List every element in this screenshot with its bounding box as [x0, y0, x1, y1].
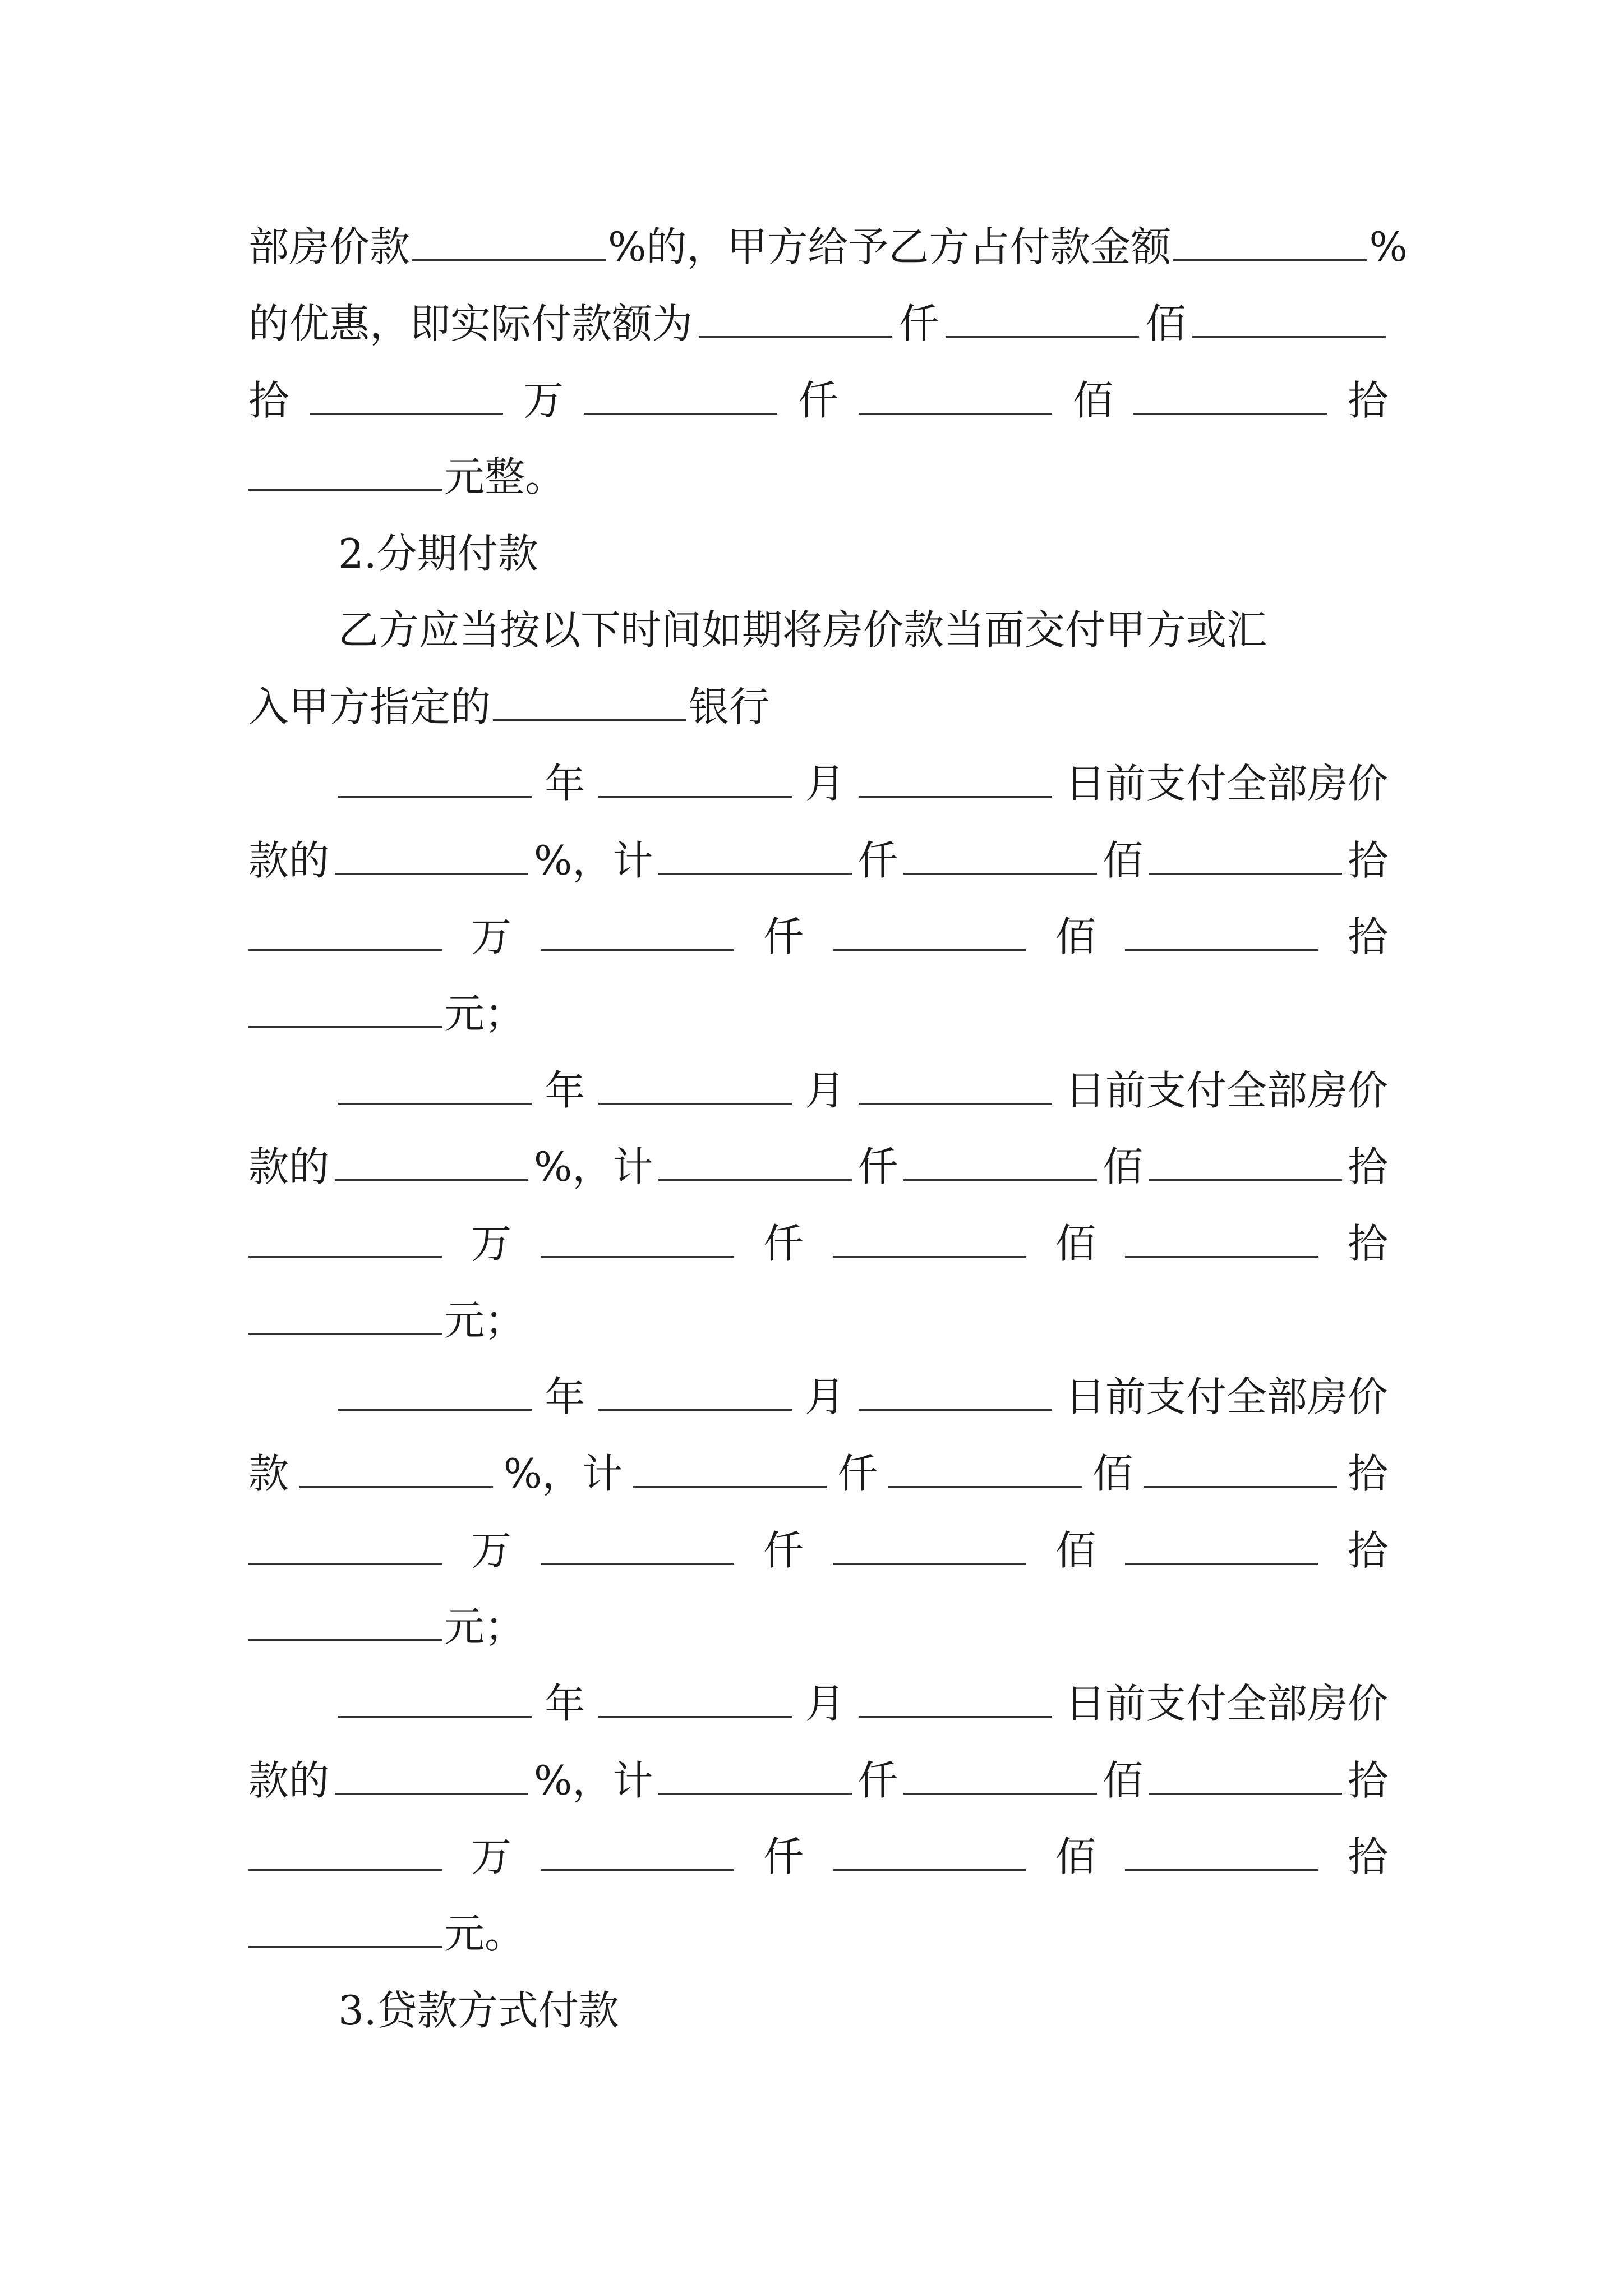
- installment-date-line: [248, 1673, 1388, 1734]
- section-heading: 2.分期付款: [338, 530, 538, 577]
- text: 佰: [1055, 913, 1096, 960]
- text-line: [248, 446, 1388, 508]
- blank-field: [903, 1177, 1097, 1181]
- text: 元；: [444, 1603, 525, 1650]
- text: %: [1369, 223, 1408, 270]
- text: 万: [471, 1220, 511, 1267]
- blank-field: [888, 1484, 1082, 1488]
- blank-field: [598, 1101, 792, 1105]
- installment-amount-line: [248, 1213, 1388, 1274]
- text: 拾: [1347, 1527, 1388, 1574]
- blank-field: [541, 1867, 734, 1871]
- text: 日前支付全部房价: [1064, 1680, 1388, 1727]
- blank-field: [833, 947, 1026, 951]
- blank-field: [946, 334, 1139, 338]
- text: 入甲方指定的: [248, 683, 491, 730]
- text: %，计: [533, 837, 653, 884]
- text: 拾: [1347, 1220, 1388, 1267]
- text-line: [248, 370, 1388, 431]
- blank-field: [248, 1867, 442, 1871]
- text: 拾: [1347, 377, 1388, 424]
- text: %，计: [533, 1143, 653, 1190]
- text: 佰: [1092, 1450, 1133, 1497]
- blank-field: [833, 1561, 1026, 1565]
- blank-field: [658, 871, 852, 875]
- blank-field: [1149, 1177, 1342, 1181]
- text: 佰: [1103, 837, 1144, 884]
- blank-field: [1149, 871, 1342, 875]
- installment-date-line: [248, 753, 1388, 815]
- blank-field: [335, 1177, 528, 1181]
- text: 款的: [248, 1757, 330, 1804]
- blank-field: [338, 794, 532, 798]
- blank-field: [833, 1254, 1026, 1258]
- text: 元；: [444, 990, 525, 1037]
- blank-field: [1133, 411, 1327, 415]
- blank-field: [248, 1637, 442, 1641]
- text: 仟: [837, 1450, 878, 1497]
- text: 拾: [248, 377, 289, 424]
- text: 佰: [1055, 1220, 1096, 1267]
- blank-field: [598, 1407, 792, 1411]
- text: 仟: [857, 837, 898, 884]
- text: 万: [471, 913, 511, 960]
- text: 款的: [248, 837, 330, 884]
- blank-field: [903, 1791, 1097, 1795]
- text: 月: [805, 1067, 846, 1114]
- blank-field: [248, 1024, 442, 1028]
- blank-field: [859, 1407, 1052, 1411]
- blank-field: [541, 947, 734, 951]
- blank-field: [338, 1714, 532, 1718]
- text: 年: [545, 760, 585, 807]
- text: 拾: [1347, 1143, 1388, 1190]
- blank-field: [658, 1177, 852, 1181]
- text: 仟: [763, 1833, 804, 1880]
- text: 的优惠，即实际付款额为: [248, 300, 693, 347]
- blank-field: [633, 1484, 827, 1488]
- text-line: [248, 293, 1388, 355]
- text: 仟: [857, 1757, 898, 1804]
- text: 仟: [763, 1527, 804, 1574]
- text: 元。: [444, 1910, 525, 1957]
- blank-field: [541, 1254, 734, 1258]
- text: 拾: [1347, 1833, 1388, 1880]
- blank-field: [335, 1791, 528, 1795]
- installment-amount-line: [248, 1750, 1388, 1811]
- text: 仟: [763, 1220, 804, 1267]
- text: 乙方应当按以下时间如期将房价款当面交付甲方或汇: [338, 606, 1267, 654]
- blank-field: [1125, 1254, 1318, 1258]
- text-line: [248, 216, 1408, 278]
- installment-date-line: [248, 1366, 1388, 1428]
- text: 拾: [1347, 837, 1388, 884]
- blank-field: [859, 1714, 1052, 1718]
- text: 仟: [857, 1143, 898, 1190]
- text: 日前支付全部房价: [1064, 760, 1388, 807]
- section-heading: 3.贷款方式付款: [338, 1987, 619, 2034]
- installment-amount-line: [248, 1443, 1388, 1504]
- text: 元整。: [444, 453, 566, 500]
- blank-field: [299, 1484, 493, 1488]
- text: 仟: [797, 377, 838, 424]
- blank-field: [1125, 1867, 1318, 1871]
- text: 年: [545, 1680, 585, 1727]
- text: 拾: [1347, 913, 1388, 960]
- installment-amount-line: [248, 1520, 1388, 1581]
- text: %，计: [503, 1450, 623, 1497]
- blank-field: [833, 1867, 1026, 1871]
- blank-field: [1125, 947, 1318, 951]
- blank-field: [493, 717, 686, 721]
- text: 佰: [1055, 1527, 1096, 1574]
- text: 款: [248, 1450, 289, 1497]
- text: 元；: [444, 1297, 525, 1344]
- text: 佰: [1055, 1833, 1096, 1880]
- text-line: [248, 1596, 1388, 1658]
- blank-field: [859, 411, 1052, 415]
- blank-field: [584, 411, 777, 415]
- blank-field: [412, 257, 606, 261]
- text: 佰: [1103, 1143, 1144, 1190]
- blank-field: [310, 411, 503, 415]
- blank-field: [338, 1407, 532, 1411]
- text: 万: [471, 1833, 511, 1880]
- text: 拾: [1347, 1757, 1388, 1804]
- text: %的，甲方给予乙方占付款金额: [608, 223, 1172, 270]
- blank-field: [248, 487, 442, 491]
- text-line: [248, 676, 1388, 738]
- text: 佰: [1103, 1757, 1144, 1804]
- blank-field: [859, 1101, 1052, 1105]
- text: 日前支付全部房价: [1064, 1373, 1388, 1420]
- blank-field: [1125, 1561, 1318, 1565]
- text: 款的: [248, 1143, 330, 1190]
- text: 年: [545, 1373, 585, 1420]
- text: 月: [805, 1680, 846, 1727]
- installment-amount-line: [248, 830, 1388, 891]
- text-line: [248, 599, 1388, 661]
- blank-field: [1149, 1791, 1342, 1795]
- installment-amount-line: [248, 906, 1388, 968]
- text: 佰: [1072, 377, 1113, 424]
- blank-field: [248, 1254, 442, 1258]
- blank-field: [248, 1331, 442, 1335]
- text: 拾: [1347, 1450, 1388, 1497]
- text: 仟: [898, 300, 939, 347]
- text: 银行: [689, 683, 770, 730]
- blank-field: [1144, 1484, 1337, 1488]
- text: 月: [805, 760, 846, 807]
- text-line: [248, 1290, 1388, 1351]
- blank-field: [859, 794, 1052, 798]
- blank-field: [248, 1561, 442, 1565]
- blank-field: [658, 1791, 852, 1795]
- text: 万: [523, 377, 564, 424]
- blank-field: [335, 871, 528, 875]
- blank-field: [1192, 334, 1386, 338]
- text-line: [248, 983, 1388, 1045]
- text: 日前支付全部房价: [1064, 1067, 1388, 1114]
- blank-field: [699, 334, 892, 338]
- installment-date-line: [248, 1060, 1388, 1121]
- blank-field: [541, 1561, 734, 1565]
- installment-amount-line: [248, 1826, 1388, 1888]
- text-line: [248, 1903, 1388, 1964]
- text: 年: [545, 1067, 585, 1114]
- blank-field: [248, 1944, 442, 1948]
- blank-field: [1173, 257, 1367, 261]
- text: 月: [805, 1373, 846, 1420]
- text: 仟: [763, 913, 804, 960]
- text: 部房价款: [248, 223, 411, 270]
- text: %，计: [533, 1757, 653, 1804]
- blank-field: [598, 1714, 792, 1718]
- blank-field: [338, 1101, 532, 1105]
- text: 万: [471, 1527, 511, 1574]
- blank-field: [903, 871, 1097, 875]
- installment-amount-line: [248, 1136, 1388, 1198]
- text: 佰: [1145, 300, 1186, 347]
- blank-field: [598, 794, 792, 798]
- blank-field: [248, 947, 442, 951]
- document-page: [248, 0, 1408, 2296]
